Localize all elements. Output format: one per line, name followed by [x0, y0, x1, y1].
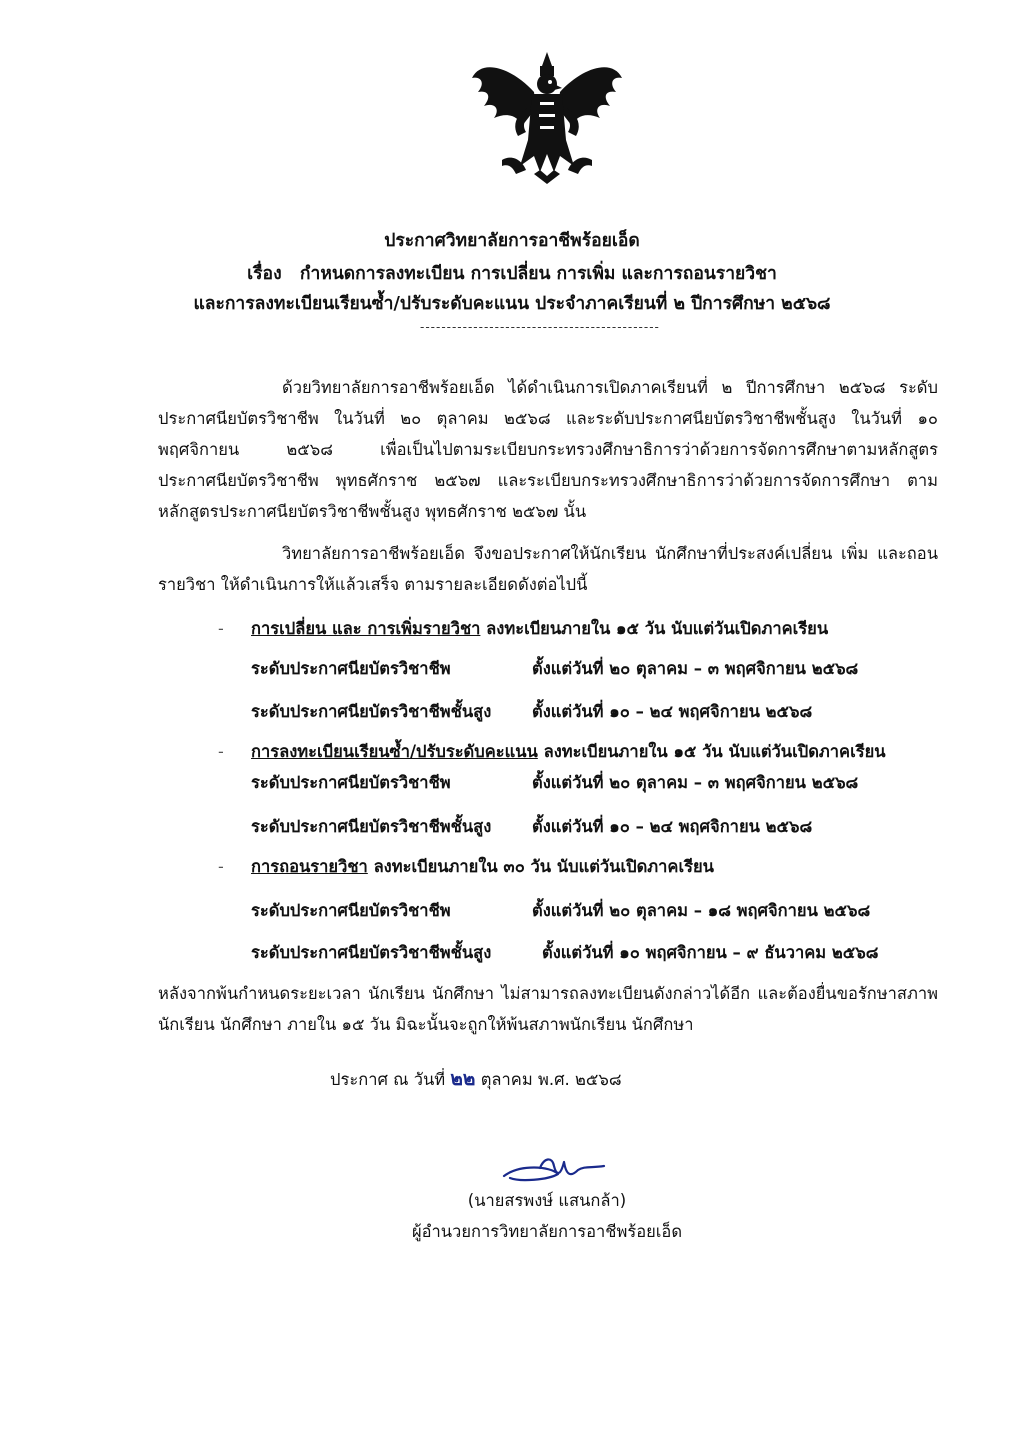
section-3-heading-underlined: การถอนรายวิชา: [251, 857, 368, 876]
section-3-heading: [251, 854, 714, 880]
subject-label: เรื่อง: [247, 264, 282, 284]
section-3-heading-rest: ลงทะเบียนภายใน ๓๐ วัน นับแต่วันเปิดภาคเรียน: [367, 857, 714, 876]
signature-icon: [500, 1148, 610, 1188]
garuda-emblem-icon: [462, 48, 632, 188]
section-3-level-1: ระดับประกาศนียบัตรวิชาชีพ: [251, 901, 451, 920]
announcement-subject-line2: และการลงทะเบียนเรียนซ้ำ/ปรับระดับคะแนน ประจำภาคเรียนที่ ๒ ปีการศึกษา ๒๕๖๘: [193, 294, 831, 314]
section-2-level-1: ระดับประกาศนียบัตรวิชาชีพ: [251, 773, 451, 792]
signer-position: ผู้อำนวยการวิทยาลัยการอาชีพร้อยเอ็ด: [411, 1222, 683, 1241]
subject-text: กำหนดการลงทะเบียน การเปลี่ยน การเพิ่ม และการถอนรายวิชา: [299, 264, 777, 284]
section-2-heading: [251, 739, 886, 765]
announcement-subject-line1: [0, 259, 1024, 287]
section-1-level-2: ระดับประกาศนียบัตรวิชาชีพชั้นสูง: [251, 702, 492, 721]
announce-prefix: ประกาศ ณ วันที่: [330, 1070, 451, 1089]
section-2-heading-rest: ลงทะเบียนภายใน ๑๕ วัน นับแต่วันเปิดภาคเรียน: [537, 742, 886, 761]
announcement-title: ประกาศวิทยาลัยการอาชีพร้อยเอ็ด: [384, 231, 640, 251]
announce-day: ๒๒: [450, 1068, 476, 1090]
section-1-heading-rest: ลงทะเบียนภายใน ๑๕ วัน นับแต่วันเปิดภาคเรียน: [480, 619, 829, 638]
section-3-dates-2: ตั้งแต่วันที่ ๑๐ พฤศจิกายน – ๙ ธันวาคม ๒๕๖๘: [542, 943, 879, 962]
signer-name: (นายสรพงษ์ แสนกล้า): [467, 1191, 627, 1210]
bullet-marker: -: [218, 857, 224, 876]
announcement-date: [330, 1064, 622, 1094]
section-2-dates-2: ตั้งแต่วันที่ ๑๐ – ๒๔ พฤศจิกายน ๒๕๖๘: [532, 817, 813, 836]
section-3-dates-1: ตั้งแต่วันที่ ๒๐ ตุลาคม – ๑๘ พฤศจิกายน ๒๕๖๘: [532, 901, 871, 920]
section-1-dates-1: ตั้งแต่วันที่ ๒๐ ตุลาคม – ๓ พฤศจิกายน ๒๕๖๘: [532, 659, 859, 678]
section-1-dates-2: ตั้งแต่วันที่ ๑๐ – ๒๔ พฤศจิกายน ๒๕๖๘: [532, 702, 813, 721]
section-2-dates-1: ตั้งแต่วันที่ ๒๐ ตุลาคม – ๓ พฤศจิกายน ๒๕๖๘: [532, 773, 859, 792]
section-1-heading-underlined: การเปลี่ยน และ การเพิ่มรายวิชา: [251, 619, 481, 638]
section-2-level-2: ระดับประกาศนียบัตรวิชาชีพชั้นสูง: [251, 817, 492, 836]
announce-suffix: ตุลาคม พ.ศ. ๒๕๖๘: [475, 1070, 622, 1089]
body-paragraph-2: วิทยาลัยการอาชีพร้อยเอ็ด จึงขอประกาศให้นักเรียน นักศึกษาที่ประสงค์เปลี่ยน เพิ่ม และถอนรายวิชา ให้ดำเนินการให้แล้วเสร็จ ตามรายละเอียดดังต่อไปนี้: [158, 544, 938, 594]
section-1-level-1: ระดับประกาศนียบัตรวิชาชีพ: [251, 659, 451, 678]
bullet-marker: -: [218, 619, 224, 638]
section-1-heading: [251, 616, 828, 642]
section-3-level-2: ระดับประกาศนียบัตรวิชาชีพชั้นสูง: [251, 943, 492, 962]
bullet-marker: -: [218, 742, 224, 761]
body-paragraph-3: หลังจากพ้นกำหนดระยะเวลา นักเรียน นักศึกษา ไม่สามารถลงทะเบียนดังกล่าวได้อีก และต้องยื่นขอรักษาสภาพนักเรียน นักศึกษา ภายใน ๑๕ วัน มิฉะนั้นจะถูกให้พ้นสภาพนักเรียน นักศึกษา: [158, 984, 938, 1034]
title-divider: ---------------------------------------------: [420, 320, 660, 334]
body-paragraph-1: ด้วยวิทยาลัยการอาชีพร้อยเอ็ด ได้ดำเนินการเปิดภาคเรียนที่ ๒ ปีการศึกษา ๒๕๖๘ ระดับประกาศนียบัตรวิชาชีพ ในวันที่ ๒๐ ตุลาคม ๒๕๖๘ และระดับประกาศนียบัตรวิชาชีพชั้นสูง ในวันที่ ๑๐ พฤศจิกายน ๒๕๖๘ เพื่อเป็นไปตามระเบียบกระทรวงศึกษาธิการว่าด้วยการจัดการศึกษาตามหลักสูตรประกาศนียบัตรวิชาชีพ พุทธศักราช ๒๕๖๗ และระเบียบกระทรวงศึกษาธิการว่าด้วยการจัดการศึกษา ตามหลักสูตรประกาศนียบัตรวิชาชีพชั้นสูง พุทธศักราช ๒๕๖๗ นั้น: [158, 378, 938, 521]
section-2-heading-underlined: การลงทะเบียนเรียนซ้ำ/ปรับระดับคะแนน: [251, 742, 538, 761]
